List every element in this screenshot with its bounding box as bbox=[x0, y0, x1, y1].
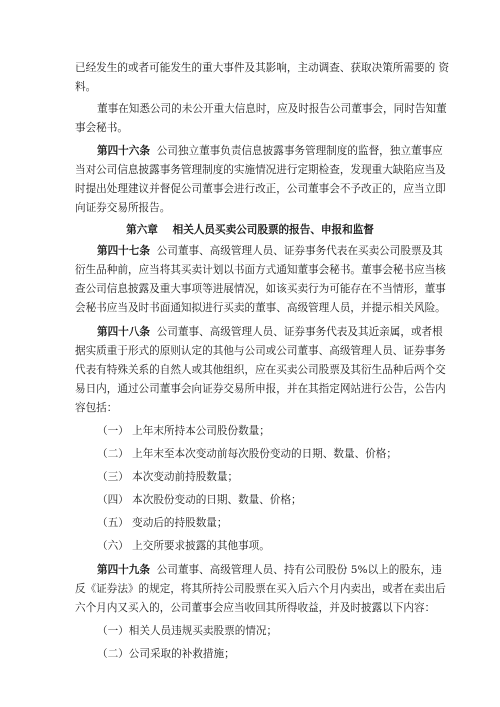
article-text: 公司董事、高级管理人员、证券事务代表在买卖公司股票及其 bbox=[156, 245, 443, 257]
paragraph-line: 董事在知悉公司的未公开重大信息时，应及时报告公司董事会，同时告知董 bbox=[97, 103, 447, 115]
list-item: （五） 变动后的持股数量； bbox=[97, 517, 228, 529]
list-item: （二）公司采取的补救措施； bbox=[97, 648, 235, 660]
article-label: 第四十八条 bbox=[97, 326, 150, 338]
list-item: （六） 上交所要求披露的其他事项。 bbox=[97, 540, 270, 552]
paragraph-line: 六个月内又买入的，公司董事会应当收回其所得收益，并及时披露以下内容： bbox=[75, 602, 436, 614]
article-label: 第四十七条 bbox=[97, 245, 150, 257]
chapter-number: 第六章 bbox=[126, 224, 158, 236]
list-item: （二） 上年末至本次变动前每次股份变动的日期、数量、价格； bbox=[97, 448, 397, 460]
list-item: （一）相关人员违规买卖股票的情况； bbox=[97, 625, 278, 637]
chapter-heading bbox=[0, 223, 500, 237]
paragraph-line: 衍生品种前，应当将其买卖计划以书面方式通知董事会秘书。董事会秘书应当核 bbox=[75, 264, 446, 276]
chapter-title: 相关人员买卖公司股票的报告、申报和监督 bbox=[172, 224, 374, 236]
article-48-line bbox=[97, 325, 443, 339]
paragraph-line: 事会秘书。 bbox=[75, 122, 128, 134]
paragraph-line: 查公司信息披露及重大事项等进展情况，如该买卖行为可能存在不当情形，董事 bbox=[75, 283, 446, 295]
paragraph-line: 时提出处理建议并督促公司董事会进行改正，公司董事会不予改正的，应当立即 bbox=[75, 183, 446, 195]
paragraph-line: 向证券交易所报告。 bbox=[75, 202, 171, 214]
paragraph-line: 反《证券法》的规定，将其所持公司股票在买入后六个月内卖出，或者在卖出后 bbox=[75, 583, 446, 595]
paragraph-line: 容包括： bbox=[75, 402, 118, 414]
paragraph-line: 会秘书应当及时书面通知拟进行买卖的董事、高级管理人员，并提示相关风险。 bbox=[75, 302, 446, 314]
paragraph-line: 料。 bbox=[75, 81, 97, 93]
paragraph-line: 据实质重于形式的原则认定的其他与公司或公司董事、高级管理人员、证券事务 bbox=[75, 345, 446, 357]
article-label: 第四十六条 bbox=[97, 145, 150, 157]
paragraph-line: 当对公司信息披露事务管理制度的实施情况进行定期检查，发现重大缺陷应当及 bbox=[75, 164, 446, 176]
paragraph-line: 代表有特殊关系的自然人或其他组织，应在买卖公司股票及其衍生品种后两个交 bbox=[75, 364, 446, 376]
article-text: 公司独立董事负责信息披露事务管理制度的监督，独立董事应 bbox=[156, 145, 443, 157]
paragraph-line: 已经发生的或者可能发生的重大事件及其影响，主动调查、获取决策所需要的 资 bbox=[75, 62, 450, 74]
list-item: （四） 本次股份变动的日期、数量、价格； bbox=[97, 494, 302, 506]
article-text: 公司董事、高级管理人员、证券事务代表及其近亲属，或者根 bbox=[156, 326, 443, 338]
paragraph-line: 易日内，通过公司董事会向证券交易所申报，并在其指定网站进行公告，公告内 bbox=[75, 383, 446, 395]
article-label: 第四十九条 bbox=[97, 564, 150, 576]
article-47-line bbox=[97, 244, 443, 258]
article-49-line bbox=[97, 563, 442, 577]
list-item: （三） 本次变动前持股数量； bbox=[97, 471, 239, 483]
article-text: 公司董事、高级管理人员、持有公司股份 5%以上的股东，违 bbox=[156, 564, 442, 576]
list-item: （一） 上年末所持本公司股份数量； bbox=[97, 425, 270, 437]
article-46-line bbox=[97, 144, 443, 158]
